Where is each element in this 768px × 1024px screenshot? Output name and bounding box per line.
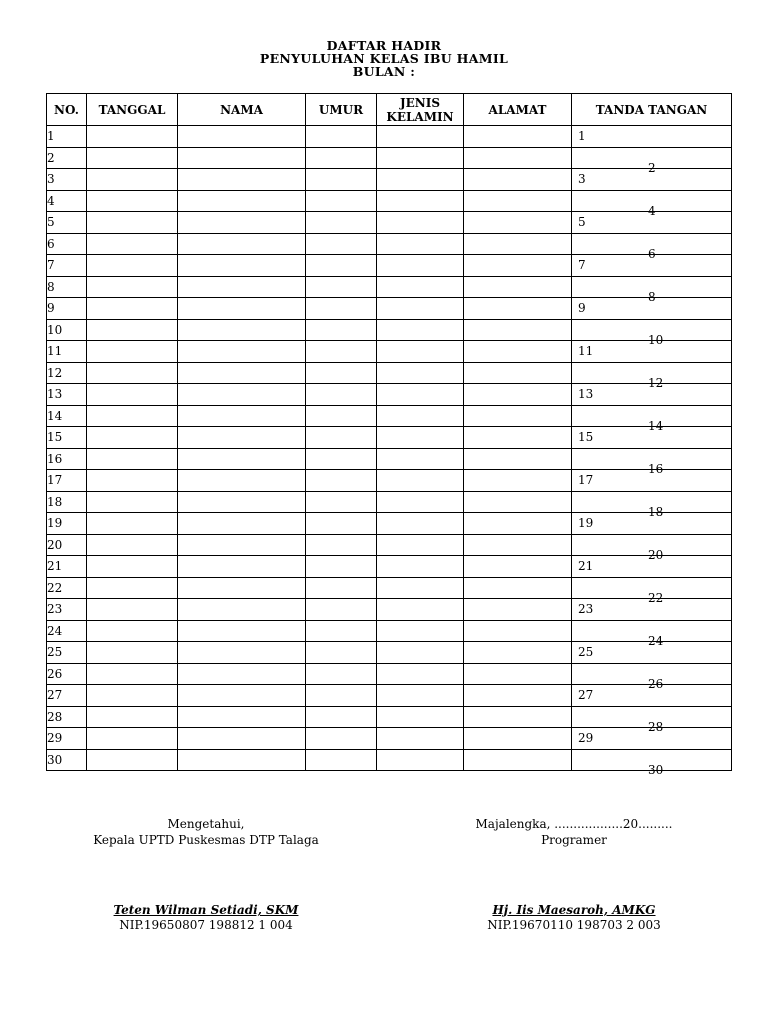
signature-cell[interactable]: [572, 728, 732, 750]
umur-cell[interactable]: [306, 427, 377, 449]
jenis-kelamin-cell[interactable]: [377, 169, 464, 191]
umur-cell[interactable]: [306, 255, 377, 277]
signature-number: 2: [648, 160, 656, 175]
acknowledged-label: Mengetahui,: [167, 817, 245, 831]
alamat-cell[interactable]: [464, 298, 572, 320]
alamat-cell[interactable]: [464, 319, 572, 341]
signature-cell[interactable]: [572, 513, 732, 535]
signature-number: 30: [648, 762, 664, 777]
month-label: BULAN :: [352, 64, 416, 79]
tanggal-cell[interactable]: [87, 470, 178, 492]
table-row: [47, 491, 732, 513]
nama-cell[interactable]: [178, 362, 306, 384]
signature-number: 8: [648, 289, 656, 304]
jenis-kelamin-cell[interactable]: [377, 534, 464, 556]
alamat-cell[interactable]: [464, 362, 572, 384]
head-name: Teten Wilman Setiadi, SKM: [113, 903, 299, 917]
row-number: 7: [47, 255, 87, 277]
tanggal-cell[interactable]: [87, 448, 178, 470]
alamat-cell[interactable]: [464, 599, 572, 621]
tanggal-cell[interactable]: [87, 255, 178, 277]
tanggal-cell[interactable]: [87, 190, 178, 212]
signature-cell[interactable]: [572, 706, 732, 734]
jenis-kelamin-cell[interactable]: [377, 728, 464, 750]
alamat-cell[interactable]: [464, 169, 572, 191]
row-number: 23: [47, 599, 87, 621]
tanggal-cell[interactable]: [87, 384, 178, 406]
signature-number: 19: [578, 516, 594, 530]
signature-cell[interactable]: [572, 448, 732, 476]
signature-cell[interactable]: [572, 319, 732, 347]
table-row: [47, 685, 732, 707]
table-row: [47, 384, 732, 406]
table-row: [47, 212, 732, 234]
nama-cell[interactable]: [178, 556, 306, 578]
head-nip: NIP.19650807 198812 1 004: [119, 918, 293, 932]
signature-number: 20: [648, 547, 664, 562]
signature-number: 22: [648, 590, 664, 605]
jenis-kelamin-cell[interactable]: [377, 491, 464, 513]
jenis-kelamin-cell[interactable]: [377, 147, 464, 169]
signature-number: 1: [578, 129, 586, 143]
nama-cell[interactable]: [178, 728, 306, 750]
signature-cell[interactable]: [572, 405, 732, 433]
nama-cell[interactable]: [178, 427, 306, 449]
jenis-kelamin-cell[interactable]: [377, 276, 464, 298]
jenis-kelamin-cell[interactable]: [377, 298, 464, 320]
jenis-kelamin-cell[interactable]: [377, 556, 464, 578]
column-header-alamat: ALAMAT: [464, 94, 572, 126]
alamat-cell[interactable]: [464, 642, 572, 664]
row-number: 22: [47, 577, 87, 599]
jenis-kelamin-cell[interactable]: [377, 470, 464, 492]
alamat-cell[interactable]: [464, 341, 572, 363]
table-row: [47, 706, 732, 728]
jenis-kelamin-cell[interactable]: [377, 706, 464, 728]
alamat-cell[interactable]: [464, 749, 572, 771]
jenis-kelamin-cell[interactable]: [377, 190, 464, 212]
table-row: [47, 620, 732, 642]
signature-number: 11: [578, 344, 594, 358]
signature-cell[interactable]: [572, 298, 732, 320]
tanggal-cell[interactable]: [87, 212, 178, 234]
jenis-kelamin-cell[interactable]: [377, 427, 464, 449]
tanggal-cell[interactable]: [87, 663, 178, 685]
signature-cell[interactable]: [572, 491, 732, 519]
jenis-kelamin-cell[interactable]: [377, 126, 464, 148]
alamat-cell[interactable]: [464, 556, 572, 578]
alamat-cell[interactable]: [464, 728, 572, 750]
row-number: 19: [47, 513, 87, 535]
nama-cell[interactable]: [178, 599, 306, 621]
umur-cell[interactable]: [306, 405, 377, 427]
row-number: 17: [47, 470, 87, 492]
nama-cell[interactable]: [178, 298, 306, 320]
table-row: [47, 126, 732, 148]
jenis-kelamin-cell[interactable]: [377, 212, 464, 234]
umur-cell[interactable]: [306, 169, 377, 191]
signature-number: 28: [648, 719, 664, 734]
row-number: 24: [47, 620, 87, 642]
row-number: 8: [47, 276, 87, 298]
signature-cell[interactable]: [572, 642, 732, 664]
tanggal-cell[interactable]: [87, 577, 178, 599]
signature-cell[interactable]: [572, 362, 732, 390]
table-row: [47, 534, 732, 556]
umur-cell[interactable]: [306, 233, 377, 255]
tanggal-cell[interactable]: [87, 642, 178, 664]
alamat-cell[interactable]: [464, 212, 572, 234]
row-number: 4: [47, 190, 87, 212]
row-number: 13: [47, 384, 87, 406]
jenis-kelamin-cell[interactable]: [377, 685, 464, 707]
umur-cell[interactable]: [306, 147, 377, 169]
jenis-kelamin-cell[interactable]: [377, 620, 464, 642]
nama-cell[interactable]: [178, 169, 306, 191]
tanggal-cell[interactable]: [87, 233, 178, 255]
column-header-jenis-kelamin: JENIS KELAMIN: [377, 94, 464, 126]
table-row: [47, 255, 732, 277]
signature-cell[interactable]: [572, 233, 732, 261]
signature-cell[interactable]: [572, 556, 732, 578]
signature-number: 13: [578, 387, 594, 401]
signature-cell[interactable]: [572, 276, 732, 304]
umur-cell[interactable]: [306, 642, 377, 664]
umur-cell[interactable]: [306, 685, 377, 707]
tanggal-cell[interactable]: [87, 362, 178, 384]
tanggal-cell[interactable]: [87, 706, 178, 728]
row-number: 12: [47, 362, 87, 384]
alamat-cell[interactable]: [464, 513, 572, 535]
alamat-cell[interactable]: [464, 491, 572, 513]
signature-number: 29: [578, 731, 594, 745]
table-row: [47, 362, 732, 384]
jenis-kelamin-cell[interactable]: [377, 577, 464, 599]
umur-cell[interactable]: [306, 556, 377, 578]
jenis-kelamin-cell[interactable]: [377, 749, 464, 771]
alamat-cell[interactable]: [464, 276, 572, 298]
umur-cell[interactable]: [306, 126, 377, 148]
column-header-nama: NAMA: [178, 94, 306, 126]
row-number: 16: [47, 448, 87, 470]
nama-cell[interactable]: [178, 212, 306, 234]
jenis-kelamin-cell[interactable]: [377, 448, 464, 470]
alamat-cell[interactable]: [464, 706, 572, 728]
row-number: 10: [47, 319, 87, 341]
row-number: 15: [47, 427, 87, 449]
umur-cell[interactable]: [306, 663, 377, 685]
signature-number: 14: [648, 418, 664, 433]
row-number: 3: [47, 169, 87, 191]
nama-cell[interactable]: [178, 448, 306, 470]
nama-cell[interactable]: [178, 341, 306, 363]
signature-number: 26: [648, 676, 664, 691]
jenis-kelamin-cell[interactable]: [377, 341, 464, 363]
nama-cell[interactable]: [178, 685, 306, 707]
signature-number: 27: [578, 688, 594, 702]
alamat-cell[interactable]: [464, 448, 572, 470]
signature-number: 18: [648, 504, 664, 519]
signature-cell[interactable]: [572, 427, 732, 449]
nama-cell[interactable]: [178, 642, 306, 664]
table-row: [47, 728, 732, 750]
nama-cell[interactable]: [178, 470, 306, 492]
nama-cell[interactable]: [178, 255, 306, 277]
table-row: [47, 169, 732, 191]
alamat-cell[interactable]: [464, 663, 572, 685]
signature-number: 9: [578, 301, 586, 315]
tanggal-cell[interactable]: [87, 341, 178, 363]
alamat-cell[interactable]: [464, 384, 572, 406]
signature-cell[interactable]: [572, 212, 732, 234]
alamat-cell[interactable]: [464, 534, 572, 556]
table-row: [47, 749, 732, 771]
table-row: [47, 470, 732, 492]
nama-cell[interactable]: [178, 276, 306, 298]
table-row: [47, 147, 732, 169]
tanggal-cell[interactable]: [87, 685, 178, 707]
jenis-kelamin-cell[interactable]: [377, 663, 464, 685]
umur-cell[interactable]: [306, 341, 377, 363]
alamat-cell[interactable]: [464, 470, 572, 492]
umur-cell[interactable]: [306, 706, 377, 728]
tanggal-cell[interactable]: [87, 276, 178, 298]
jenis-kelamin-cell[interactable]: [377, 599, 464, 621]
alamat-cell[interactable]: [464, 147, 572, 169]
signature-cell[interactable]: [572, 663, 732, 691]
tanggal-cell[interactable]: [87, 728, 178, 750]
signature-number: 4: [648, 203, 656, 218]
row-number: 14: [47, 405, 87, 427]
row-number: 6: [47, 233, 87, 255]
nama-cell[interactable]: [178, 147, 306, 169]
signature-number: 7: [578, 258, 586, 272]
signature-number: 6: [648, 246, 656, 261]
tanggal-cell[interactable]: [87, 427, 178, 449]
table-row: [47, 577, 732, 599]
table-row: [47, 190, 732, 212]
table-row: [47, 298, 732, 320]
jenis-kelamin-cell[interactable]: [377, 233, 464, 255]
signature-cell[interactable]: [572, 599, 732, 621]
row-number: 18: [47, 491, 87, 513]
row-number: 27: [47, 685, 87, 707]
table-row: [47, 513, 732, 535]
jenis-kelamin-cell[interactable]: [377, 255, 464, 277]
table-row: [47, 642, 732, 664]
signature-cell[interactable]: [572, 341, 732, 363]
jenis-kelamin-cell[interactable]: [377, 319, 464, 341]
signature-number: 24: [648, 633, 664, 648]
table-row: [47, 448, 732, 470]
umur-cell[interactable]: [306, 577, 377, 599]
alamat-cell[interactable]: [464, 190, 572, 212]
umur-cell[interactable]: [306, 728, 377, 750]
umur-cell[interactable]: [306, 276, 377, 298]
signature-cell[interactable]: [572, 190, 732, 218]
programmer-name: Hj. Iis Maesaroh, AMKG: [492, 903, 656, 917]
umur-cell[interactable]: [306, 513, 377, 535]
nama-cell[interactable]: [178, 620, 306, 642]
signature-number: 3: [578, 172, 586, 186]
nama-cell[interactable]: [178, 534, 306, 556]
table-row: [47, 233, 732, 255]
alamat-cell[interactable]: [464, 577, 572, 599]
row-number: 30: [47, 749, 87, 771]
row-number: 5: [47, 212, 87, 234]
signature-cell[interactable]: [572, 126, 732, 148]
tanggal-cell[interactable]: [87, 599, 178, 621]
tanggal-cell[interactable]: [87, 169, 178, 191]
signature-number: 16: [648, 461, 664, 476]
nama-cell[interactable]: [178, 319, 306, 341]
nama-cell[interactable]: [178, 491, 306, 513]
tanggal-cell[interactable]: [87, 556, 178, 578]
umur-cell[interactable]: [306, 749, 377, 771]
alamat-cell[interactable]: [464, 620, 572, 642]
nama-cell[interactable]: [178, 126, 306, 148]
nama-cell[interactable]: [178, 663, 306, 685]
row-number: 1: [47, 126, 87, 148]
nama-cell[interactable]: [178, 749, 306, 771]
signature-number: 21: [578, 559, 594, 573]
umur-cell[interactable]: [306, 448, 377, 470]
column-header-no: NO.: [47, 94, 87, 126]
row-number: 20: [47, 534, 87, 556]
row-number: 25: [47, 642, 87, 664]
column-header-tanggal: TANGGAL: [87, 94, 178, 126]
jenis-kelamin-cell[interactable]: [377, 384, 464, 406]
signature-cell[interactable]: [572, 620, 732, 648]
table-row: [47, 599, 732, 621]
umur-cell[interactable]: [306, 384, 377, 406]
signature-cell[interactable]: [572, 169, 732, 191]
umur-cell[interactable]: [306, 212, 377, 234]
nama-cell[interactable]: [178, 190, 306, 212]
signature-cell[interactable]: [572, 534, 732, 562]
tanggal-cell[interactable]: [87, 749, 178, 771]
row-number: 9: [47, 298, 87, 320]
signature-number: 15: [578, 430, 594, 444]
table-header-row: [47, 94, 732, 126]
tanggal-cell[interactable]: [87, 620, 178, 642]
signature-cell[interactable]: [572, 384, 732, 406]
signature-cell[interactable]: [572, 577, 732, 605]
programmer-nip: NIP.19670110 198703 2 003: [487, 918, 661, 932]
row-number: 21: [47, 556, 87, 578]
signature-number: 25: [578, 645, 594, 659]
alamat-cell[interactable]: [464, 405, 572, 427]
programmer-label: Programer: [541, 833, 607, 847]
document-subtitle: PENYULUHAN KELAS IBU HAMIL: [259, 51, 509, 66]
umur-cell[interactable]: [306, 362, 377, 384]
document-title: DAFTAR HADIR: [326, 38, 442, 53]
place-date-line: Majalengka, ..................20.........: [475, 817, 673, 831]
nama-cell[interactable]: [178, 405, 306, 427]
tanggal-cell[interactable]: [87, 126, 178, 148]
signature-cell[interactable]: [572, 749, 732, 777]
umur-cell[interactable]: [306, 470, 377, 492]
umur-cell[interactable]: [306, 190, 377, 212]
umur-cell[interactable]: [306, 319, 377, 341]
column-header-tanda-tangan: TANDA TANGAN: [572, 94, 732, 126]
jenis-kelamin-cell[interactable]: [377, 513, 464, 535]
row-number: 26: [47, 663, 87, 685]
column-header-umur: UMUR: [306, 94, 377, 126]
jenis-kelamin-cell[interactable]: [377, 405, 464, 427]
table-row: [47, 427, 732, 449]
tanggal-cell[interactable]: [87, 298, 178, 320]
tanggal-cell[interactable]: [87, 147, 178, 169]
alamat-cell[interactable]: [464, 255, 572, 277]
nama-cell[interactable]: [178, 233, 306, 255]
signature-number: 5: [578, 215, 586, 229]
row-number: 11: [47, 341, 87, 363]
nama-cell[interactable]: [178, 513, 306, 535]
head-position: Kepala UPTD Puskesmas DTP Talaga: [93, 833, 319, 847]
umur-cell[interactable]: [306, 491, 377, 513]
jenis-kelamin-cell[interactable]: [377, 642, 464, 664]
jenis-kelamin-cell[interactable]: [377, 362, 464, 384]
tanggal-cell[interactable]: [87, 405, 178, 427]
signature-cell[interactable]: [572, 685, 732, 707]
umur-cell[interactable]: [306, 534, 377, 556]
alamat-cell[interactable]: [464, 233, 572, 255]
nama-cell[interactable]: [178, 706, 306, 728]
tanggal-cell[interactable]: [87, 491, 178, 513]
nama-cell[interactable]: [178, 577, 306, 599]
row-number: 29: [47, 728, 87, 750]
signature-cell[interactable]: [572, 470, 732, 492]
alamat-cell[interactable]: [464, 685, 572, 707]
table-row: [47, 319, 732, 341]
alamat-cell[interactable]: [464, 427, 572, 449]
umur-cell[interactable]: [306, 599, 377, 621]
table-row: [47, 405, 732, 427]
tanggal-cell[interactable]: [87, 513, 178, 535]
tanggal-cell[interactable]: [87, 534, 178, 556]
signature-number: 17: [578, 473, 594, 487]
signature-cell[interactable]: [572, 255, 732, 277]
table-row: [47, 556, 732, 578]
row-number: 28: [47, 706, 87, 728]
alamat-cell[interactable]: [464, 126, 572, 148]
umur-cell[interactable]: [306, 298, 377, 320]
signature-number: 23: [578, 602, 594, 616]
umur-cell[interactable]: [306, 620, 377, 642]
tanggal-cell[interactable]: [87, 319, 178, 341]
signature-cell[interactable]: [572, 147, 732, 175]
signature-number: 12: [648, 375, 664, 390]
row-number: 2: [47, 147, 87, 169]
table-row: [47, 276, 732, 298]
attendance-table: [46, 93, 732, 777]
table-row: [47, 341, 732, 363]
nama-cell[interactable]: [178, 384, 306, 406]
signature-number: 10: [648, 332, 664, 347]
table-row: [47, 663, 732, 685]
